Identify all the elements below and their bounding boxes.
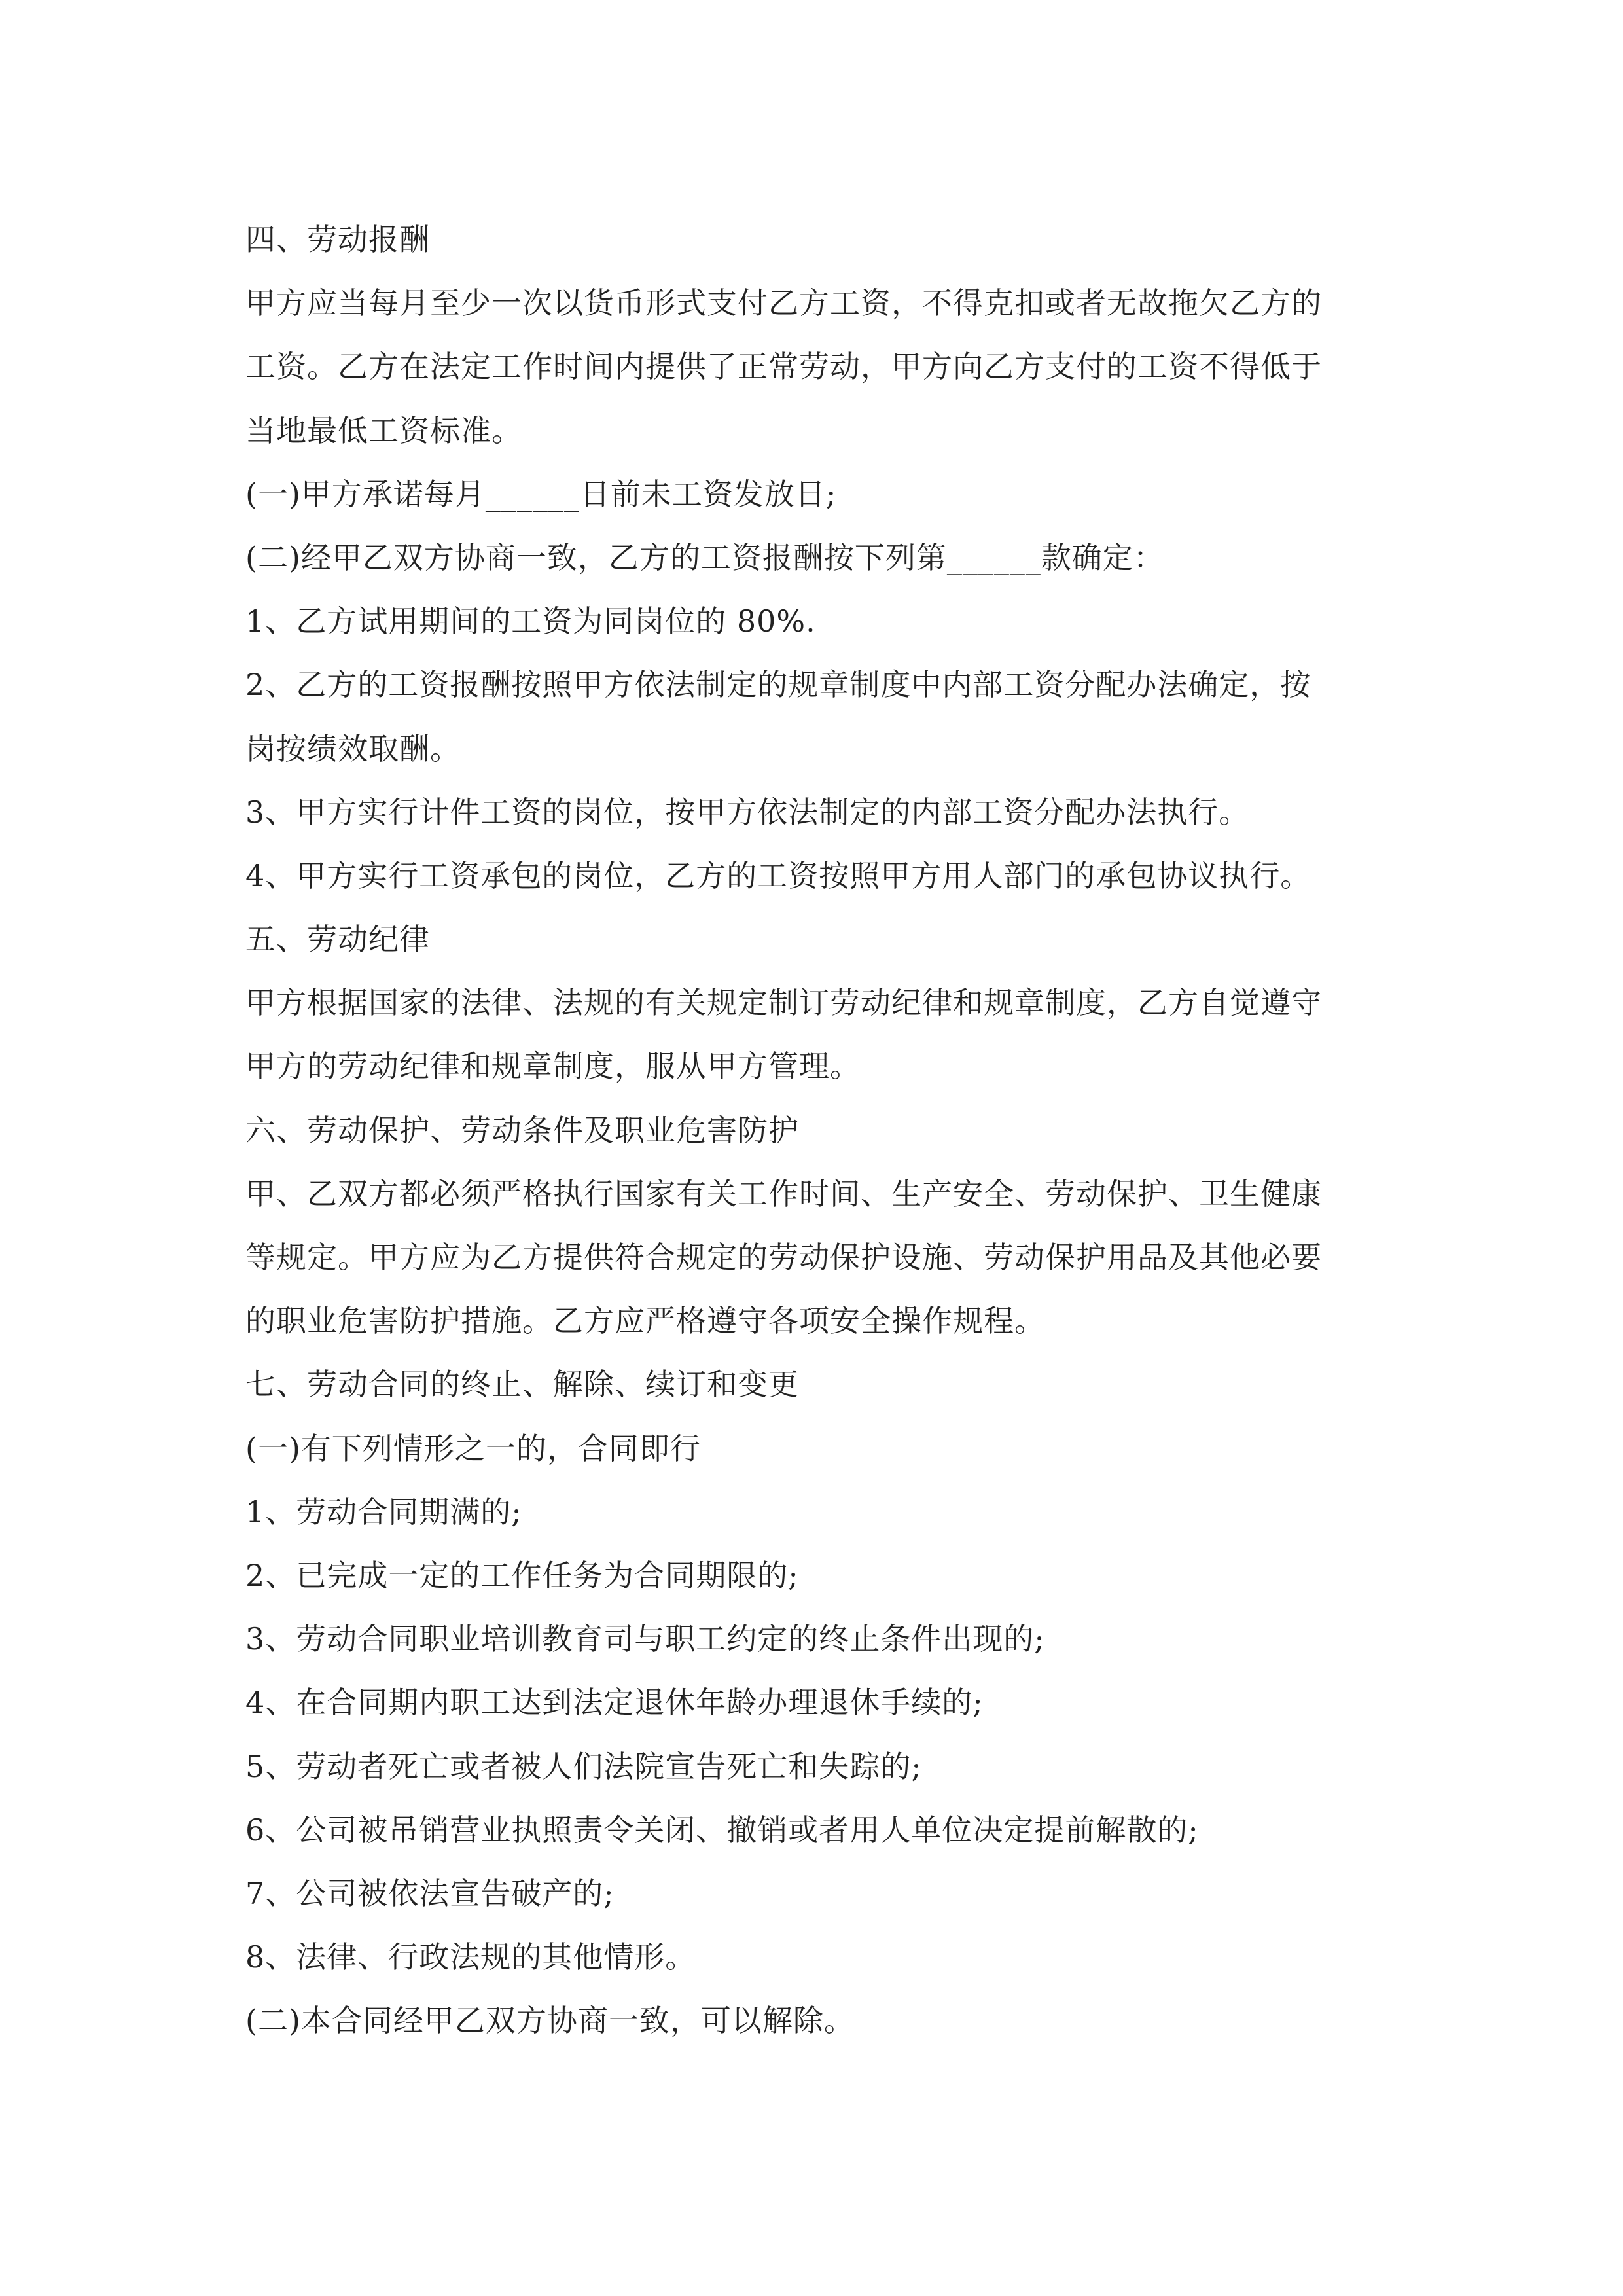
list-item: 4、甲方实行工资承包的岗位，乙方的工资按照甲方用人部门的承包协议执行。 <box>245 857 1311 893</box>
clause-line: (一)有下列情形之一的，合同即行 <box>245 1430 701 1466</box>
paragraph-line: 工资。乙方在法定工作时间内提供了正常劳动，甲方向乙方支付的工资不得低于 <box>245 349 1322 385</box>
section-heading-remuneration: 四、劳动报酬 <box>245 222 430 257</box>
list-item: 2、已完成一定的工作任务为合同期限的; <box>245 1557 799 1593</box>
paragraph-line: 甲方的劳动纪律和规章制度，服从甲方管理。 <box>245 1049 861 1085</box>
paragraph-line: 的职业危害防护措施。乙方应严格遵守各项安全操作规程。 <box>245 1303 1045 1339</box>
list-item: 6、公司被吊销营业执照责令关闭、撤销或者用人单位决定提前解散的; <box>245 1812 1199 1848</box>
section-heading-protection: 六、劳动保护、劳动条件及职业危害防护 <box>245 1112 799 1148</box>
list-item: 5、劳动者死亡或者被人们法院宣告死亡和失踪的; <box>245 1748 922 1784</box>
list-item-continuation: 岗按绩效取酬。 <box>245 730 461 766</box>
list-item: 7、公司被依法宣告破产的; <box>245 1875 615 1911</box>
list-item: 1、劳动合同期满的; <box>245 1494 522 1530</box>
paragraph-line: 甲、乙双方都必须严格执行国家有关工作时间、生产安全、劳动保护、卫生健康 <box>245 1175 1322 1211</box>
paragraph-line: 甲方应当每月至少一次以货币形式支付乙方工资，不得克扣或者无故拖欠乙方的 <box>245 285 1322 321</box>
clause-line: (一)甲方承诺每月______日前未工资发放日; <box>245 476 837 512</box>
document-body <box>245 208 1384 2053</box>
paragraph-line: 甲方根据国家的法律、法规的有关规定制订劳动纪律和规章制度，乙方自觉遵守 <box>245 985 1322 1021</box>
clause-line: (二)经甲乙双方协商一致，乙方的工资报酬按下列第______款确定： <box>245 539 1164 575</box>
section-heading-termination: 七、劳动合同的终止、解除、续订和变更 <box>245 1367 799 1403</box>
paragraph-line: 等规定。甲方应为乙方提供符合规定的劳动保护设施、劳动保护用品及其他必要 <box>245 1240 1322 1275</box>
list-item: 8、法律、行政法规的其他情形。 <box>245 1939 696 1975</box>
list-item: 3、甲方实行计件工资的岗位，按甲方依法制定的内部工资分配办法执行。 <box>245 794 1250 830</box>
list-item: 2、乙方的工资报酬按照甲方依法制定的规章制度中内部工资分配办法确定，按 <box>245 667 1311 703</box>
paragraph-line: 当地最低工资标准。 <box>245 412 522 448</box>
list-item: 1、乙方试用期间的工资为同岗位的 80%. <box>245 603 816 639</box>
list-item: 4、在合同期内职工达到法定退休年龄办理退休手续的; <box>245 1685 984 1721</box>
clause-line: (二)本合同经甲乙双方协商一致，可以解除。 <box>245 2003 855 2039</box>
section-heading-discipline: 五、劳动纪律 <box>245 922 430 958</box>
list-item: 3、劳动合同职业培训教育司与职工约定的终止条件出现的; <box>245 1621 1045 1657</box>
